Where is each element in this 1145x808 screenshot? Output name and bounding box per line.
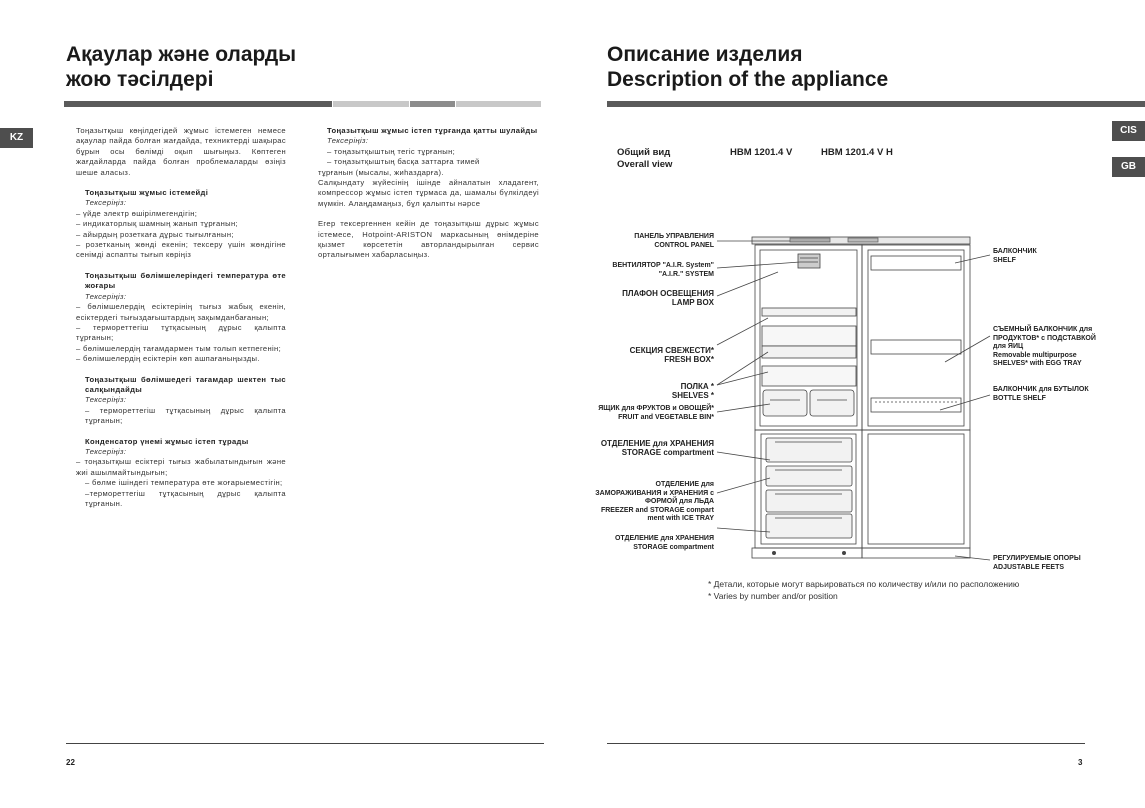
paragraph: – термореттегіш тұтқасының дұрыс қалыпта тұрғанын; bbox=[85, 405, 286, 426]
label-line: ВЕНТИЛЯТОР "A.I.R. System" bbox=[612, 262, 714, 269]
label-line: BOTTLE SHELF bbox=[993, 394, 1046, 402]
footer-rule-right bbox=[607, 743, 1085, 744]
paragraph: – айырдың розеткаға дұрыс тығылғанын; bbox=[76, 229, 234, 239]
paragraph: Тексеріңіз: bbox=[85, 198, 127, 208]
paragraph: –термореттегіш тұтқасының дұрыс қалыпта тұрғанын. bbox=[85, 488, 286, 508]
page-title-kz bbox=[66, 42, 296, 92]
label-line: БАЛКОНЧИК bbox=[993, 248, 1037, 255]
label-removable-shelves bbox=[993, 326, 1096, 369]
label-line: SHELF bbox=[993, 256, 1016, 264]
page-number-left: 22 bbox=[66, 758, 75, 767]
label-line: БАЛКОНЧИК для БУТЫЛОК bbox=[993, 386, 1089, 393]
title-ru: Описание изделия bbox=[607, 43, 803, 66]
language-tab-kz[interactable]: KZ bbox=[0, 128, 33, 148]
label-control-panel bbox=[634, 233, 714, 250]
label-line: CONTROL PANEL bbox=[654, 241, 714, 249]
paragraph: Тоңазытқыш жұмыс істемейді bbox=[85, 188, 209, 198]
page-number-right: 3 bbox=[1078, 758, 1083, 767]
label-line: SHELVES* with EGG TRAY bbox=[993, 360, 1082, 368]
label-line: FRESH BOX* bbox=[664, 355, 714, 364]
label-line: ПАНЕЛЬ УПРАВЛЕНИЯ bbox=[634, 233, 714, 240]
paragraph: – розетканың жөнді екенін; тексеру үшін жөндігіне сенімді аспапты тығып көріңіз bbox=[76, 240, 286, 260]
paragraph: – бөлімшелердің есіктерінің тығыз жабық екенін, есіктердегі тығыздағыштардың зақымданбағанын; bbox=[76, 302, 286, 322]
header-bar-right bbox=[607, 101, 1145, 107]
page-title-ru-en bbox=[607, 42, 888, 92]
label-line: ment with ICE TRAY bbox=[647, 515, 714, 523]
paragraph: – тоңазытқыштың басқа заттарға тимей bbox=[327, 157, 480, 167]
label-line: ПРОДУКТОВ* с ПОДСТАВКОЙ bbox=[993, 334, 1096, 342]
language-tab-gb[interactable]: GB bbox=[1112, 157, 1145, 177]
label-fresh-box bbox=[630, 346, 714, 364]
model-name-1: HBM 1201.4 V bbox=[730, 147, 793, 158]
label-fruit-vegetable-bin bbox=[598, 405, 714, 422]
footer-rule-left bbox=[66, 743, 544, 744]
label-line: СЪЕМНЫЙ БАЛКОНЧИК для bbox=[993, 326, 1093, 333]
title-en: Description of the appliance bbox=[607, 68, 889, 91]
label-line: LAMP BOX bbox=[671, 298, 714, 307]
label-adjustable-feets bbox=[993, 555, 1081, 572]
overview-heading: Общий вид Overall view bbox=[617, 147, 673, 170]
paragraph: Тоңазытқыш көңілдегідей жұмыс істемеген немесе ақаулар пайда болған жағдайда, техниктерді шақырас бұрын осы бөлімді оқып шығыңыз. Көптеген жағдайларда пайда болған проблемаларды өзіңіз шеше аласыз. bbox=[76, 126, 286, 177]
paragraph: Тексеріңіз: bbox=[85, 446, 127, 456]
header-bar-mid bbox=[410, 101, 455, 107]
paragraph: тұрғанын (мысалы, жиһаздарға). bbox=[318, 167, 444, 177]
label-line: FREEZER and STORAGE compart bbox=[600, 506, 714, 514]
label-storage-compartment bbox=[601, 439, 714, 457]
paragraph: – бөлме ішіндегі температура өте жоғарыемеcтігін; bbox=[85, 478, 283, 488]
paragraph: – тоңазытқыш есіктері тығыз жабылатындығын және жиі ашылмайтындығын; bbox=[76, 457, 286, 477]
label-bottle-shelf bbox=[993, 386, 1089, 403]
label-storage-compartment-bottom bbox=[615, 535, 714, 552]
label-line: SHELVES * bbox=[671, 391, 714, 400]
label-line: FRUIT and VEGETABLE BIN* bbox=[618, 413, 714, 421]
paragraph: Тоңазытқыш жұмыс істеп тұрғанда қатты шулайды bbox=[327, 126, 538, 135]
paragraph: Тексеріңіз: bbox=[85, 291, 127, 301]
footnote-en: * Varies by number and/or position bbox=[708, 591, 838, 601]
label-freezer-ice-tray bbox=[595, 481, 714, 524]
label-lamp-box bbox=[622, 289, 714, 307]
label-line: ПОЛКА * bbox=[680, 382, 714, 391]
label-line: ЗАМОРАЖИВАНИЯ и ХРАНЕНИЯ с bbox=[595, 489, 714, 497]
troubleshooting-column-2 bbox=[318, 126, 539, 261]
paragraph: – үйде электр өшірілмегендігін; bbox=[76, 208, 198, 218]
label-shelves bbox=[672, 382, 714, 400]
label-shelf bbox=[993, 248, 1037, 265]
label-line: Removable multipurpose bbox=[993, 351, 1077, 359]
label-line: "A.I.R." SYSTEM bbox=[658, 270, 714, 278]
header-bar-dark bbox=[64, 101, 332, 107]
label-line: ОТДЕЛЕНИЕ для bbox=[655, 481, 714, 488]
header-bar-light bbox=[333, 101, 409, 107]
paragraph: – бөлімшелердің тағамдармен тым толып кетпегенін; bbox=[76, 343, 282, 353]
label-line: СЕКЦИЯ СВЕЖЕСТИ* bbox=[629, 346, 714, 355]
label-line: ADJUSTABLE FEETS bbox=[993, 563, 1065, 571]
label-line: ФОРМОЙ для ЛЬДА bbox=[644, 498, 714, 506]
label-line: STORAGE compartment bbox=[633, 543, 714, 551]
paragraph: Конденсатор үнемі жұмыс істеп тұрады bbox=[85, 436, 249, 446]
title-line-1: Ақаулар және оларды bbox=[66, 43, 297, 66]
label-line: ОТДЕЛЕНИЕ для ХРАНЕНИЯ bbox=[600, 439, 714, 448]
paragraph: – тоңазытқыштың тегіс тұрғанын; bbox=[327, 146, 456, 156]
label-line: для ЯИЦ bbox=[993, 343, 1024, 351]
troubleshooting-column-1 bbox=[76, 126, 286, 509]
paragraph: – индикаторлық шамның жанып тұрғанын; bbox=[76, 219, 238, 229]
paragraph: Тексеріңіз: bbox=[327, 136, 369, 146]
paragraph: Тексеріңіз: bbox=[85, 395, 127, 405]
title-line-2: жою тәсілдері bbox=[66, 68, 214, 91]
label-line: РЕГУЛИРУЕМЫЕ ОПОРЫ bbox=[993, 555, 1081, 562]
label-line: ОТДЕЛЕНИЕ для ХРАНЕНИЯ bbox=[614, 535, 714, 542]
header-bar-light-2 bbox=[456, 101, 541, 107]
paragraph: – термореттегіш тұтқасының дұрыс қалыпта тұрғанын; bbox=[76, 322, 286, 343]
paragraph: Тоңазытқыш бөлімшелеріндегі температура өте жоғары bbox=[85, 270, 286, 291]
footnote-ru: * Детали, которые могут варьироваться по количеству и/или по расположению bbox=[708, 579, 1020, 589]
paragraph: Егер тексергеннен кейін де тоңазытқыш дұрыс жұмыс істемесе, Hotpoint-ARISTON маркасының өнімдеріне қызмет көрсететін авторландырылған сервис орталығымен хабарласыңыз. bbox=[318, 219, 539, 260]
paragraph: Тоңазытқыш бөлімшедегі тағамдар шектен тыс салқындайды bbox=[85, 374, 286, 394]
model-name-2: HBM 1201.4 V H bbox=[821, 147, 893, 158]
label-line: STORAGE compartment bbox=[621, 448, 714, 457]
paragraph: – бөлімшелердің есіктерін көп ашпағаныңызды. bbox=[76, 354, 260, 364]
label-line: ПЛАФОН ОСВЕЩЕНИЯ bbox=[622, 289, 714, 298]
label-air-system bbox=[612, 262, 714, 279]
label-line: ЯЩИК для ФРУКТОВ и ОВОЩЕЙ* bbox=[598, 405, 714, 412]
language-tab-cis[interactable]: CIS bbox=[1112, 121, 1145, 141]
paragraph: Салқындату жүйесінің ішінде айналатын хладагент, компрессор жұмыс істеп тұрмаса да, шамалы бүлкілдеуі мүмкін. Алаңдамаңыз, бұл қалыпты нәрсе bbox=[318, 178, 539, 208]
